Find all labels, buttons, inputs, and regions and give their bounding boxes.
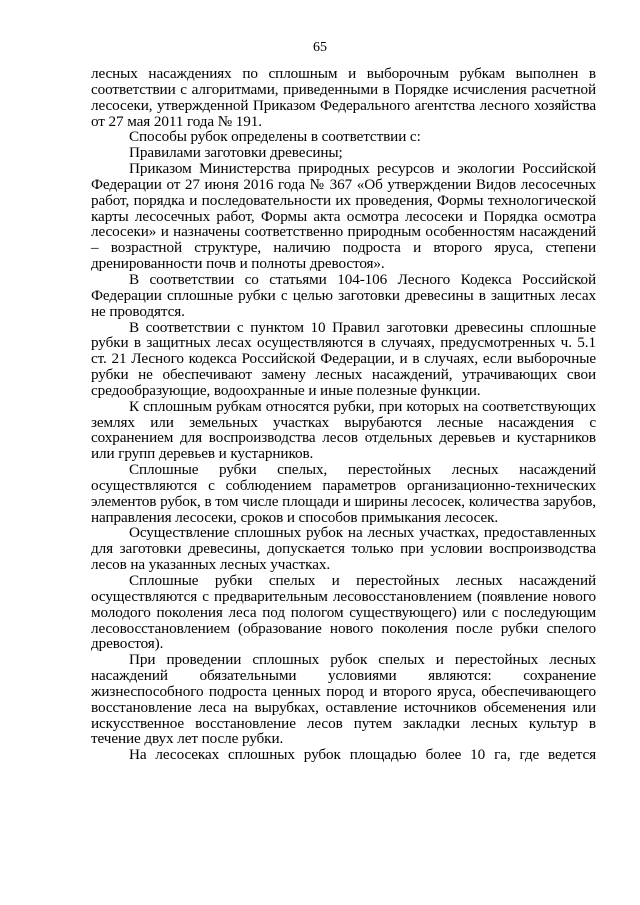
paragraph: К сплошным рубкам относятся рубки, при которых на соответствующих землях или земельных участках вырубаются лесные насаждения с сохранением для воспроизводства лесов отдельных деревьев и кустарников или групп деревьев и кустарников. — [91, 397, 596, 463]
paragraph: Сплошные рубки спелых, перестойных лесных насаждений осуществляются с соблюдением параметров организационно-технических элементов рубок, в том числе площади и ширины лесосек, количества зарубов, направления лесосеки, сроков и способов примыкания лесосек. — [91, 461, 596, 526]
paragraph: Сплошные рубки спелых и перестойных лесных насаждений осуществляются с предварительным лесовосстановлением (появление нового молодого поколения леса под пологом существующего) или с последующим лесовосстановлением (образование нового поколения после рубки спелого древостоя). — [91, 572, 596, 653]
paragraph: Приказом Министерства природных ресурсов и экологии Российской Федерации от 27 июня 2016 года № 367 «Об утверждении Видов лесосечных работ, порядка и последовательности их проведения, Формы технологической карты лесосечных работ, Формы акта осмотра лесосеки и Порядка осмотра лесосеки» и назначены соответственно природным особенностям насаждений – возрастной структуре, наличию подроста и второго яруса, степени дренированности почв и полноты древостоя». — [91, 160, 596, 273]
paragraph: лесных насаждениях по сплошным и выборочным рубкам выполнен в соответствии с алгоритмами, приведенными в Порядке исчисления расчетной лесосеки, утвержденной Приказом Федерального агентства лесного хозяйства от 27 мая 2011 года № 191. — [91, 65, 596, 130]
paragraph: В соответствии со статьями 104-106 Лесного Кодекса Российской Федерации сплошные рубки с целью заготовки древесины в защитных лесах не проводятся. — [91, 270, 596, 320]
paragraph: На лесосеках сплошных рубок площадью более 10 га, где ведется — [129, 746, 596, 764]
page-number: 65 — [313, 40, 327, 55]
paragraph: При проведении сплошных рубок спелых и перестойных лесных насаждений обязательными условиями являются: сохранение жизнеспособного подроста ценных пород и второго яруса, обеспечивающего восстановление леса на вырубках, оставление источников обсеменения или искусственное восстановление лесов путем закладки лесных культур в течение двух лет после рубки. — [91, 651, 596, 748]
paragraph: Осуществление сплошных рубок на лесных участках, предоставленных для заготовки древесины, допускается только при условии воспроизводства лесов на указанных лесных участках. — [91, 524, 596, 574]
document-body — [91, 66, 596, 763]
paragraph: В соответствии с пунктом 10 Правил заготовки древесины сплошные рубки в защитных лесах осуществляются в случаях, предусмотренных ч. 5.1 ст. 21 Лесного кодекса Российской Федерации, и в случаях, если выборочные рубки не обеспечивают замену лесных насаждений, утрачивающих свои средообразующие, водоохранные и иные полезные функции. — [91, 318, 596, 399]
paragraph: Правилами заготовки древесины; — [129, 144, 343, 162]
paragraph: Способы рубок определены в соответствии с: — [129, 128, 421, 146]
